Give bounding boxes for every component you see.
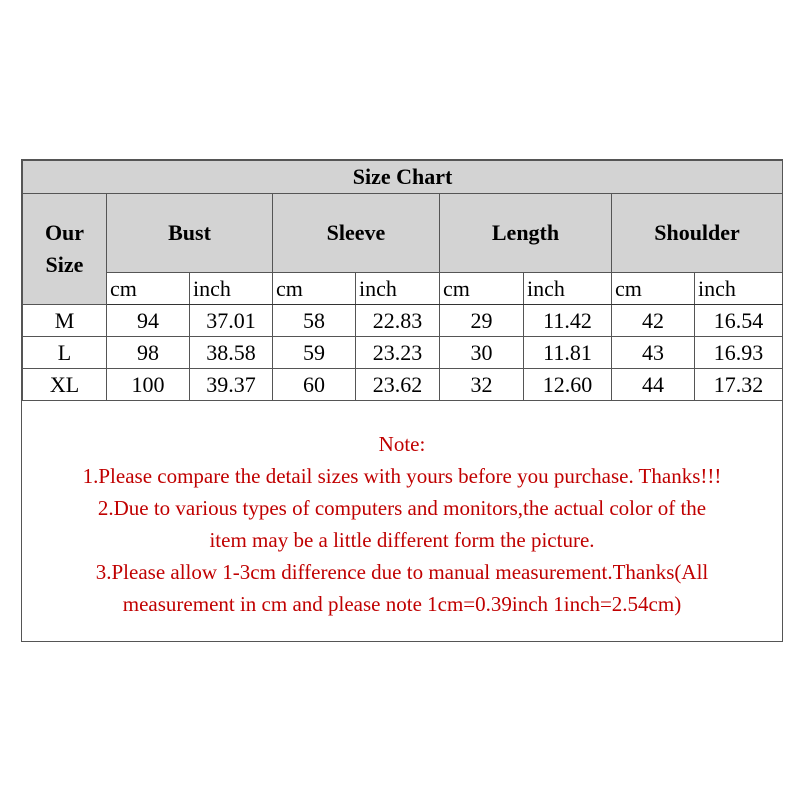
value-cell: 60 — [273, 369, 356, 401]
value-cell: 43 — [612, 337, 695, 369]
value-cell: 59 — [273, 337, 356, 369]
value-cell: 29 — [440, 305, 524, 337]
size-table — [22, 160, 783, 401]
table-row — [23, 305, 783, 337]
value-cell: 11.81 — [524, 337, 612, 369]
unit-cell: inch — [695, 273, 783, 305]
unit-cell: inch — [524, 273, 612, 305]
value-cell: 39.37 — [190, 369, 273, 401]
value-cell: 94 — [107, 305, 190, 337]
table-row — [23, 369, 783, 401]
size-header-line2: Size — [45, 252, 84, 277]
value-cell: 16.54 — [695, 305, 783, 337]
value-cell: 23.23 — [356, 337, 440, 369]
units-row — [23, 273, 783, 305]
bust-header: Bust — [107, 194, 273, 273]
note-line: measurement in cm and please note 1cm=0.39inch 1inch=2.54cm) — [122, 592, 682, 616]
value-cell: 12.60 — [524, 369, 612, 401]
unit-cell: inch — [356, 273, 440, 305]
value-cell: 38.58 — [190, 337, 273, 369]
value-cell: 11.42 — [524, 305, 612, 337]
note-line: item may be a little different form the picture. — [209, 528, 595, 552]
unit-cell: inch — [190, 273, 273, 305]
value-cell: 17.32 — [695, 369, 783, 401]
value-cell: 42 — [612, 305, 695, 337]
value-cell: 30 — [440, 337, 524, 369]
size-cell: L — [23, 337, 107, 369]
note-line: 3.Please allow 1-3cm difference due to manual measurement.Thanks(All — [95, 560, 709, 584]
value-cell: 23.62 — [356, 369, 440, 401]
notes-section — [22, 400, 782, 620]
value-cell: 58 — [273, 305, 356, 337]
value-cell: 37.01 — [190, 305, 273, 337]
size-chart — [21, 159, 783, 642]
value-cell: 44 — [612, 369, 695, 401]
unit-cell: cm — [440, 273, 524, 305]
value-cell: 98 — [107, 337, 190, 369]
size-cell: M — [23, 305, 107, 337]
unit-cell: cm — [107, 273, 190, 305]
value-cell: 22.83 — [356, 305, 440, 337]
unit-cell: cm — [612, 273, 695, 305]
chart-title: Size Chart — [23, 161, 783, 194]
size-header — [23, 194, 107, 305]
value-cell: 16.93 — [695, 337, 783, 369]
sleeve-header: Sleeve — [273, 194, 440, 273]
note-line: 2.Due to various types of computers and monitors,the actual color of the — [97, 496, 707, 520]
note-heading: Note: — [378, 432, 426, 456]
value-cell: 32 — [440, 369, 524, 401]
shoulder-header: Shoulder — [612, 194, 783, 273]
unit-cell: cm — [273, 273, 356, 305]
size-cell: XL — [23, 369, 107, 401]
size-header-line1: Our — [44, 220, 85, 245]
table-row — [23, 337, 783, 369]
note-line: 1.Please compare the detail sizes with yours before you purchase. Thanks!!! — [82, 464, 722, 488]
value-cell: 100 — [107, 369, 190, 401]
length-header: Length — [440, 194, 612, 273]
